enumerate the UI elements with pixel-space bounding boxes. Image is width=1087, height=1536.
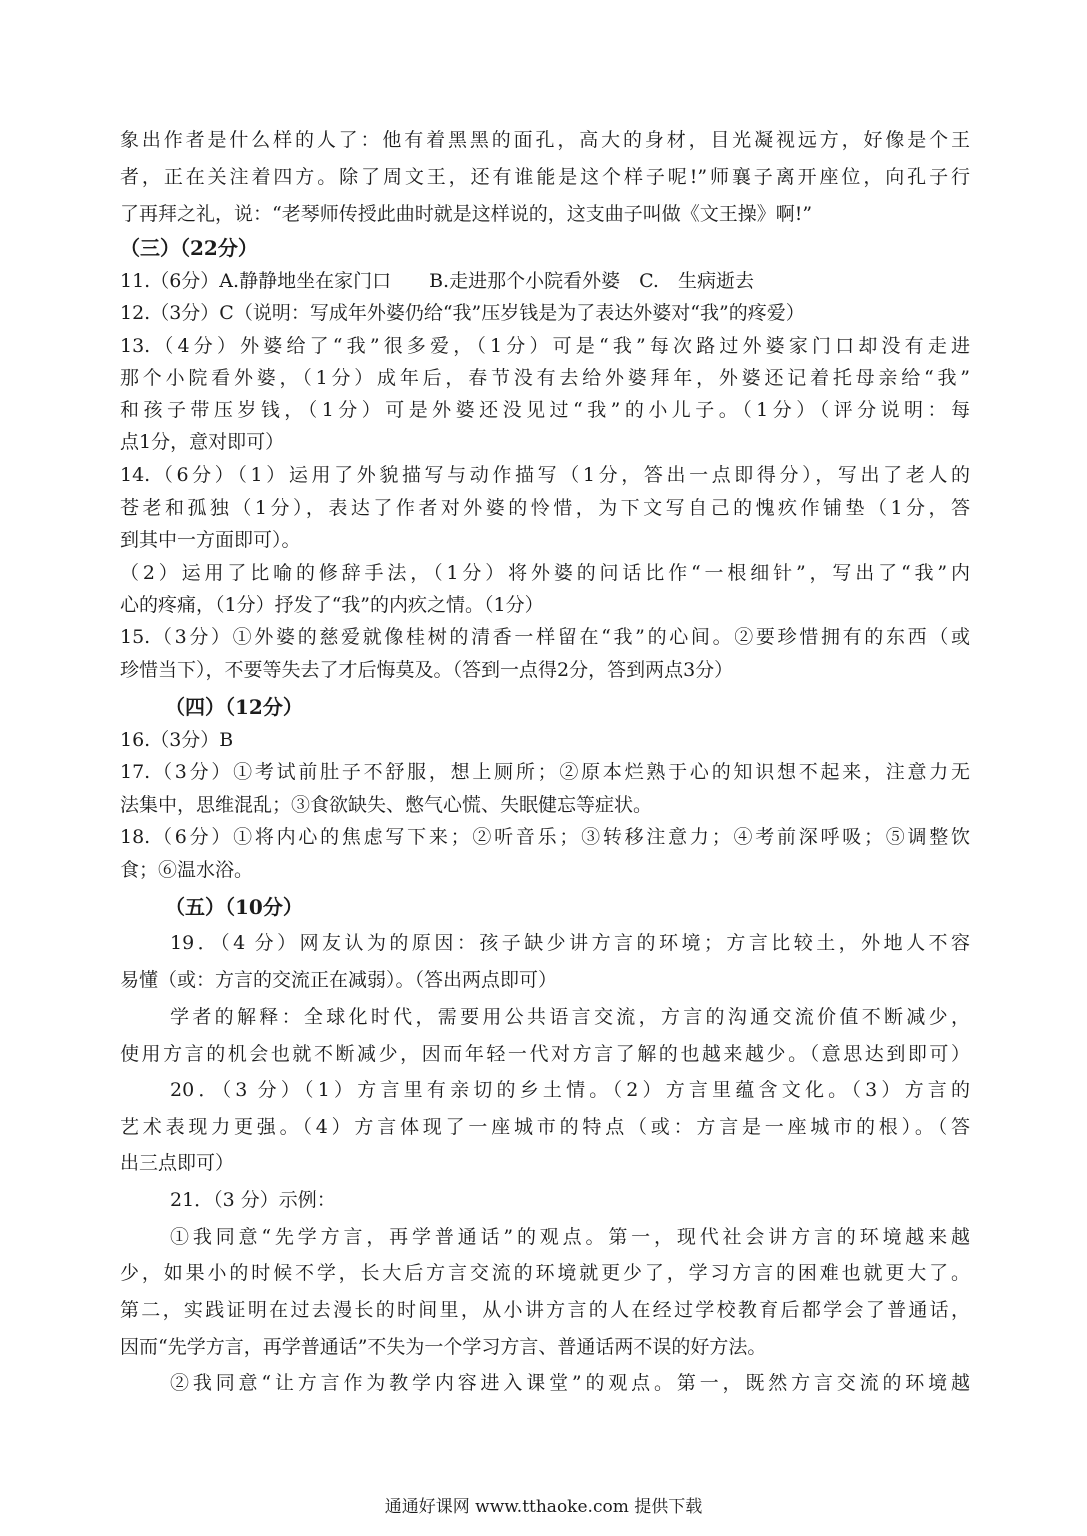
text-line: 易懂（或：方言的交流正在减弱）。（答出两点即可） [120, 969, 558, 991]
answer-12: 12.（3分）C（说明：写成年外婆仍给“我”压岁钱是为了表达外婆对“我”的疼爱） [120, 302, 805, 324]
text-line: 出三点即可） [120, 1152, 235, 1174]
text-line: 食；⑥温水浴。 [120, 859, 254, 881]
text-line: 使用方言的机会也就不断减少，因而年轻一代对方言了解的也越来越少。（意思达到即可） [120, 1043, 970, 1065]
text-line: 了再拜之礼，说：“老琴师传授此曲时就是这样说的，这支曲子叫做《文王操》啊!” [120, 203, 813, 225]
answer-20: 20．（3 分）（1）方言里有亲切的乡土情。（2）方言里蕴含文化。（3）方言的 [170, 1079, 970, 1101]
answer-14: 14.（6分）（1）运用了外貌描写与动作描写（1分，答出一点即得分），写出了老人的 [120, 464, 970, 486]
text-line: ②我同意“让方言作为教学内容进入课堂”的观点。第一，既然方言交流的环境越 [170, 1372, 970, 1394]
text-line: 法集中，思维混乱；③食欲缺失、憋气心慌、失眠健忘等症状。 [120, 794, 653, 816]
answer-13: 13.（4分）外婆给了“我”很多爱，（1分）可是“我”每次路过外婆家门口却没有走进 [120, 335, 970, 357]
text-line: 艺术表现力更强。（4）方言体现了一座城市的特点（或：方言是一座城市的根）。（答 [120, 1116, 970, 1138]
answer-19: 19．（4 分）网友认为的原因：孩子缺少讲方言的环境；方言比较土，外地人不容 [170, 932, 970, 954]
text-line: ①我同意“先学方言，再学普通话”的观点。第一，现代社会讲方言的环境越来越 [170, 1226, 970, 1248]
text-line: （2）运用了比喻的修辞手法，（1分）将外婆的问话比作“一根细针”，写出了“我”内 [120, 562, 970, 584]
answer-21: 21．（3 分）示例： [170, 1189, 336, 1211]
answer-11: 11.（6分）A.静静地坐在家门口 B.走进那个小院看外婆 C. 生病逝去 [120, 270, 754, 292]
text-line: 第二，实践证明在过去漫长的时间里，从小讲方言的人在经过学校教育后都学会了普通话， [120, 1299, 970, 1321]
answer-15: 15.（3分）①外婆的慈爱就像桂树的清香一样留在“我”的心间。②要珍惜拥有的东西（或 [120, 626, 970, 648]
text-line: 心的疼痛，（1分）抒发了“我”的内疚之情。（1分） [120, 594, 544, 616]
text-line: 苍老和孤独（1分），表达了作者对外婆的怜惜，为下文写自己的愧疚作铺垫（1分，答 [120, 497, 970, 519]
section-heading: （四）（12分） [165, 695, 303, 719]
answer-17: 17.（3分）①考试前肚子不舒服，想上厕所；②原本烂熟于心的知识想不起来，注意力无 [120, 761, 970, 783]
text-line: 象出作者是什么样的人了：他有着黑黑的面孔，高大的身材，目光凝视远方，好像是个王 [120, 129, 970, 151]
page-footer: 通通好课网 www.tthaoke.com 提供下载 [384, 1497, 703, 1517]
text-line: 少，如果小的时候不学，长大后方言交流的环境就更少了，学习方言的困难也就更大了。 [120, 1262, 970, 1284]
text-line: 和孩子带压岁钱，（1分）可是外婆还没见过“我”的小儿子。（1分）（评分说明：每 [120, 399, 970, 421]
text-line: 因而“先学方言，再学普通话”不失为一个学习方言、普通话两不误的好方法。 [120, 1336, 767, 1358]
section-heading: （三）（22分） [120, 236, 258, 260]
text-line: 珍惜当下），不要等失去了才后悔莫及。（答到一点得2分，答到两点3分） [120, 659, 734, 681]
text-line: 学者的解释：全球化时代，需要用公共语言交流，方言的沟通交流价值不断减少， [170, 1006, 970, 1028]
text-line: 那个小院看外婆，（1分）成年后，春节没有去给外婆拜年，外婆还记着托母亲给“我” [120, 367, 970, 389]
text-line: 到其中一方面即可）。 [120, 529, 301, 551]
answer-16: 16.（3分）B [120, 729, 234, 751]
text-line: 点1分，意对即可） [120, 431, 285, 453]
section-heading: （五）（10分） [165, 895, 303, 919]
answer-18: 18.（6分）①将内心的焦虑写下来；②听音乐；③转移注意力；④考前深呼吸；⑤调整饮 [120, 826, 970, 848]
text-line: 者，正在关注着四方。除了周文王，还有谁能是这个样子呢!”师襄子离开座位，向孔子行 [120, 166, 970, 188]
